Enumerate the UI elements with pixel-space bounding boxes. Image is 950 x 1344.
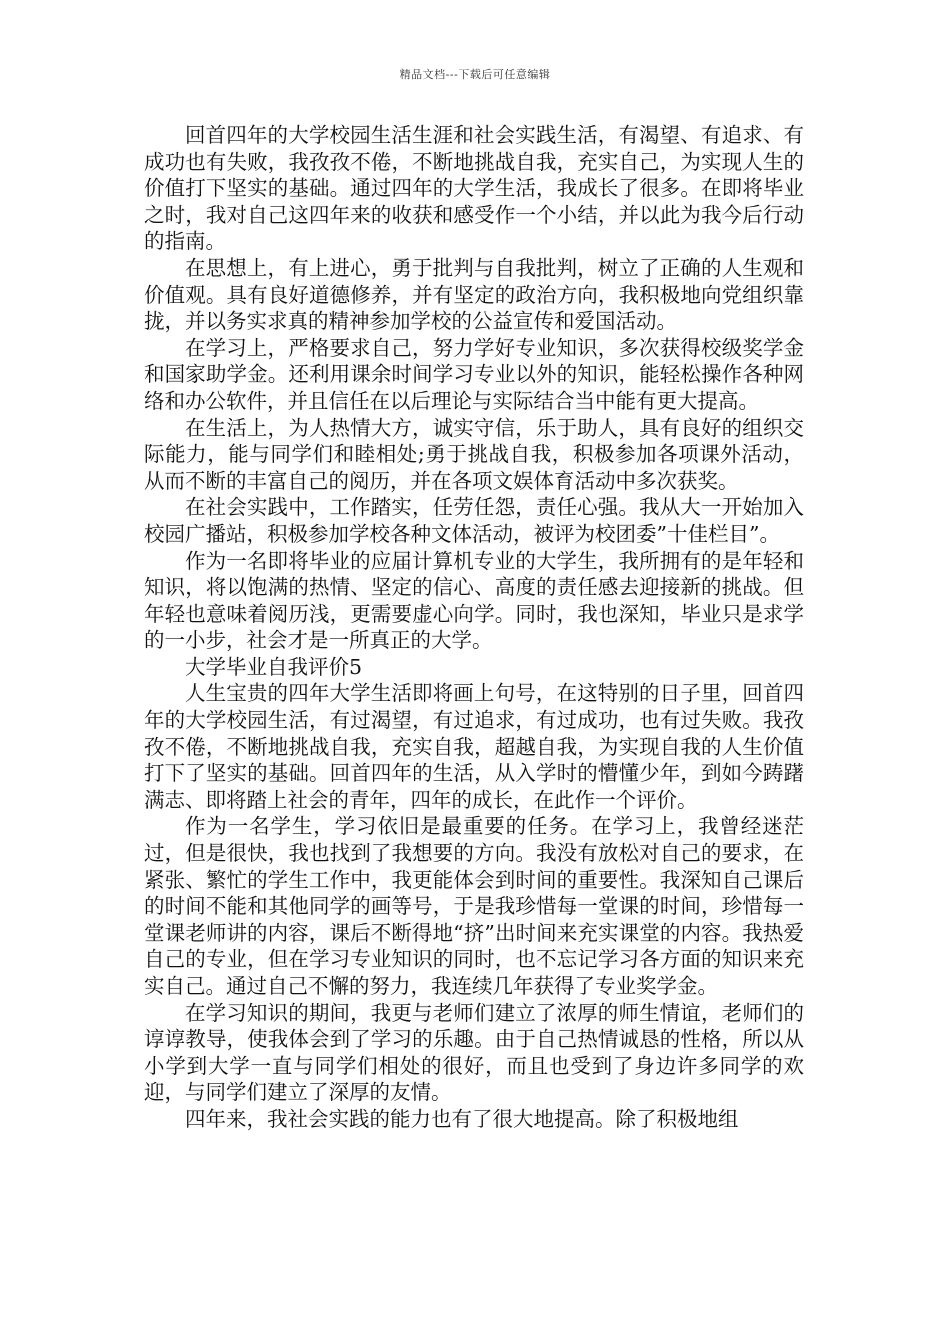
paragraph: 作为一名学生，学习依旧是最重要的任务。在学习上，我曾经迷茫过，但是很快，我也找到了我想要的方向。我没有放松对自己的要求，在紧张、繁忙的学生工作中，我更能体会到时间的重要性。我深知自己课后的时间不能和其他同学的画等号，于是我珍惜每一堂课的时间，珍惜每一堂课老师讲的内容，课后不断得地“挤”出时间来充实课堂的内容。我热爱自己的专业，但在学习专业知识的同时，也不忘记学习各方面的知识来充实自己。通过自己不懈的努力，我连续几年获得了专业奖学金。 [144,814,804,998]
paragraph: 在学习知识的期间，我更与老师们建立了浓厚的师生情谊，老师们的谆谆教导，使我体会到了学习的乐趣。由于自己热情诚恳的性格，所以从小学到大学一直与同学们相处的很好，而且也受到了身边许多同学的欢迎，与同学们建立了深厚的友情。 [144,1000,804,1105]
paragraph: 在学习上，严格要求自己，努力学好专业知识，多次获得校级奖学金和国家助学金。还利用课余时间学习专业以外的知识，能轻松操作各种网络和办公软件，并且信任在以后理论与实际结合当中能有更大提高。 [144,335,804,413]
paragraph: 四年来，我社会实践的能力也有了很大地提高。除了积极地组 [185,1106,739,1131]
paragraph: 作为一名即将毕业的应届计算机专业的大学生，我所拥有的是年轻和知识，将以饱满的热情、坚定的信心、高度的责任感去迎接新的挑战。但年轻也意味着阅历浅，更需要虚心向学。同时，我也深知，毕业只是求学的一小步，社会才是一所真正的大学。 [144,548,804,653]
paragraph: 在生活上，为人热情大方，诚实守信，乐于助人，具有良好的组织交际能力，能与同学们和睦相处;勇于挑战自我，积极参加各项课外活动，从而不断的丰富自己的阅历，并在各项文娱体育活动中多次获奖。 [144,415,804,493]
page-header: 精品文档---下载后可任意编辑 [399,68,551,81]
section-heading: 大学毕业自我评价5 [185,654,363,679]
paragraph: 在思想上，有上进心，勇于批判与自我批判，树立了正确的人生观和价值观。具有良好道德修养，并有坚定的政治方向，我积极地向党组织靠拢，并以务实求真的精神参加学校的公益宣传和爱国活动。 [144,255,804,334]
paragraph: 回首四年的大学校园生活生涯和社会实践生活，有渴望、有追求、有成功也有失败，我孜孜不倦，不断地挑战自我，充实自己，为实现人生的价值打下坚实的基础。通过四年的大学生活，我成长了很多。在即将毕业之时，我对自己这四年来的收获和感受作一个小结，并以此为我今后行动的指南。 [144,123,804,254]
paragraph: 在社会实践中，工作踏实，任劳任怨，责任心强。我从大一开始加入校园广播站，积极参加学校各种文体活动，被评为校团委”十佳栏目”。 [144,495,804,546]
document-body [144,122,804,1133]
paragraph: 人生宝贵的四年大学生活即将画上句号，在这特别的日子里，回首四年的大学校园生活，有过渴望，有过追求，有过成功，也有过失败。我孜孜不倦，不断地挑战自我，充实自我，超越自我，为实现自我的人生价值打下了坚实的基础。回首四年的生活，从入学时的懵懂少年，到如今踌躇满志、即将踏上社会的青年，四年的成长，在此作一个评价。 [144,681,804,812]
